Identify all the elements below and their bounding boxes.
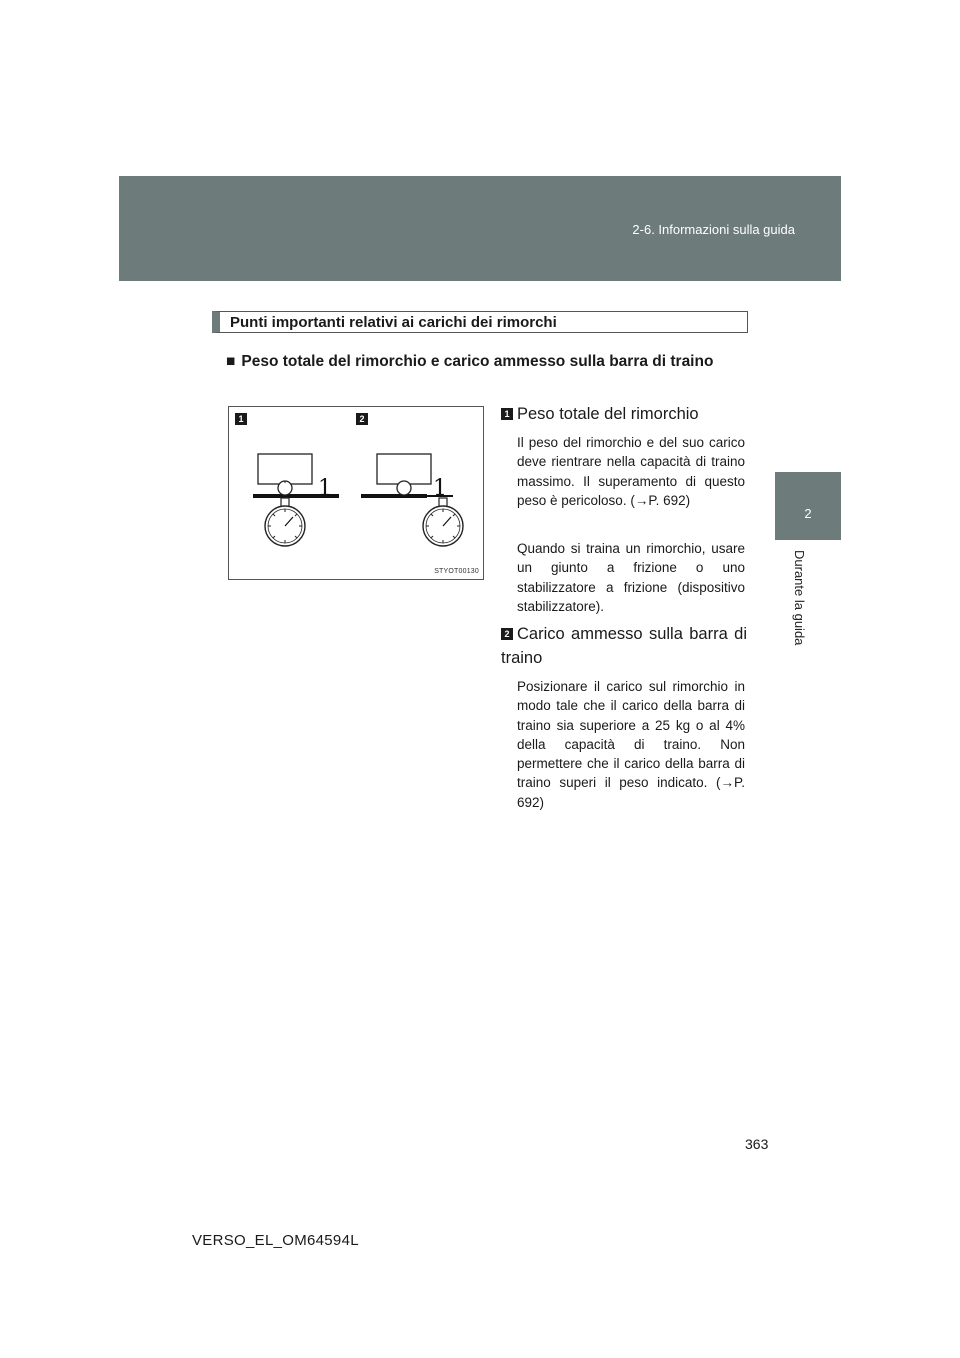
figure-badge-2: 2 — [356, 413, 368, 425]
trailer-scale-icon — [253, 454, 339, 546]
section-title: Punti importanti relativi ai carichi dei rimorchi — [230, 314, 557, 331]
subheading-text: Peso totale del rimorchio e carico ammesso sulla barra di traino — [241, 353, 714, 370]
item-heading-2 — [501, 622, 747, 670]
paragraph-item-2: Posizionare il carico sul rimorchio in modo tale che il carico della barra di traino sia superiore a 25 kg o al 4% della capacità di traino. Non permettere che il carico della barra di traino superi il peso indicato. (→P. 692) — [517, 679, 745, 810]
item-number-badge: 2 — [501, 628, 513, 640]
item-number-badge: 1 — [501, 408, 513, 420]
chapter-title: Durante la guida — [792, 550, 807, 646]
svg-text:1: 1 — [433, 476, 447, 501]
header-band — [119, 176, 841, 281]
document-code: VERSO_EL_OM64594L — [192, 1232, 359, 1249]
chapter-tab — [775, 472, 841, 540]
subheading — [226, 349, 746, 374]
paragraph-item-1-b: Quando si traina un rimorchio, usare un giunto a frizione o uno stabilizzatore a frizione (dispositivo stabilizzatore). — [517, 541, 745, 614]
figure-illustration — [228, 406, 484, 580]
item-heading-text: Carico ammesso sulla barra di traino — [501, 625, 747, 667]
page-number: 363 — [745, 1136, 769, 1152]
item-heading-1 — [501, 402, 747, 426]
tow-bar-scale-icon — [361, 454, 463, 546]
chapter-number: 2 — [804, 506, 812, 521]
section-box — [212, 311, 748, 333]
paragraph-item-1-a: Il peso del rimorchio e del suo carico deve rientrare nella capacità di traino massimo. Il superamento di questo peso è pericoloso. (→P. 692) — [517, 435, 745, 508]
header-section-title: 2-6. Informazioni sulla guida — [632, 222, 795, 237]
item-heading-text: Peso totale del rimorchio — [517, 405, 699, 423]
svg-text:1: 1 — [318, 476, 332, 501]
trailer-weight-diagram — [229, 407, 485, 581]
square-bullet-icon: ■ — [226, 353, 236, 370]
figure-code: STYOT00130 — [434, 568, 479, 575]
figure-badge-1: 1 — [235, 413, 247, 425]
